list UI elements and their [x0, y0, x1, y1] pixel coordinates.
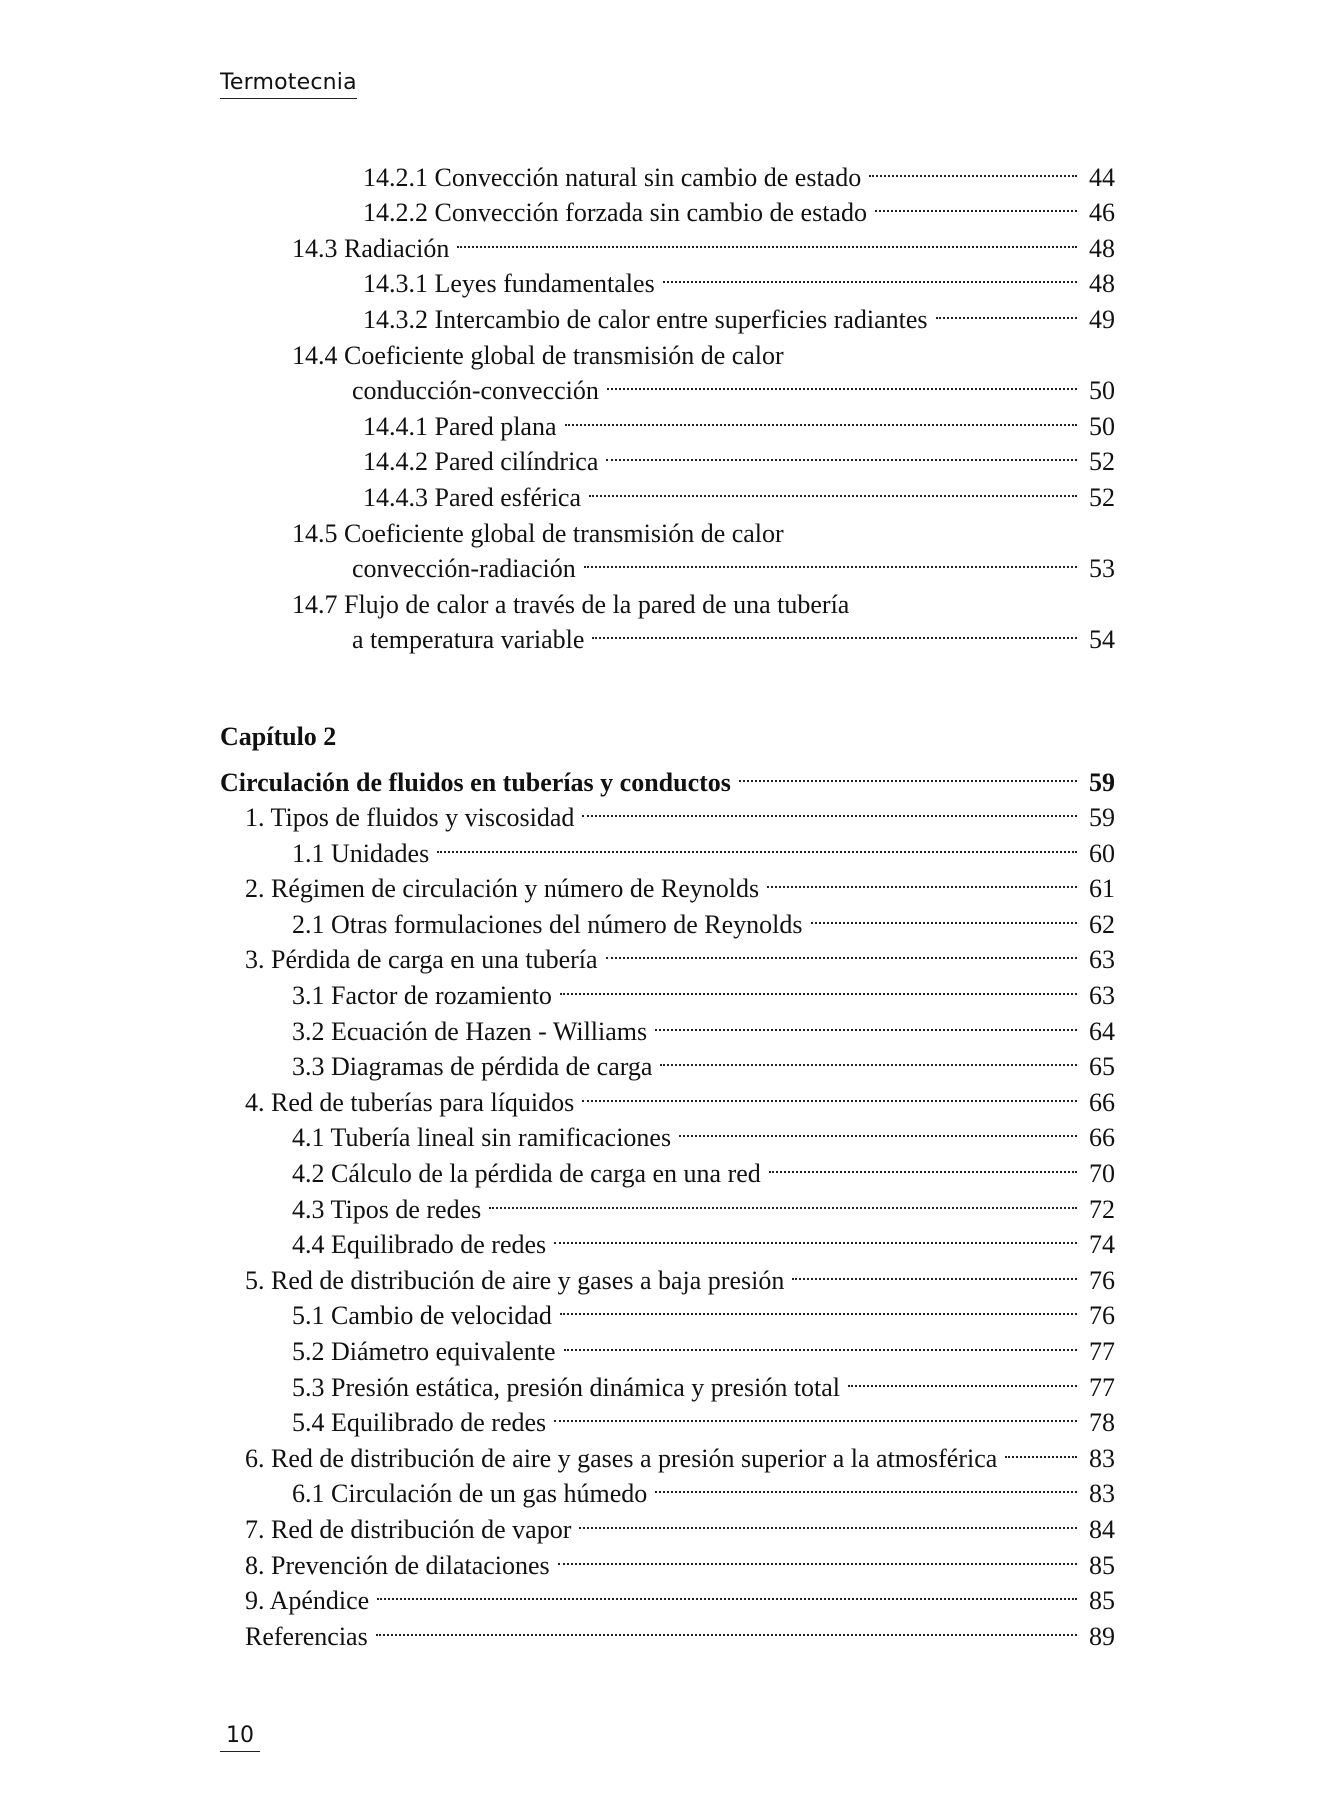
toc-entry-label: 3.3 Diagramas de pérdida de carga	[292, 1052, 653, 1082]
toc-entry-label: 4.4 Equilibrado de redes	[292, 1230, 547, 1260]
table-of-contents	[220, 150, 1115, 1651]
chapter-heading: Capítulo 2	[220, 722, 337, 752]
dot-leader	[660, 1040, 1077, 1076]
toc-entry-label: 14.4 Coeficiente global de transmisión de calor	[292, 340, 784, 370]
dot-leader	[792, 506, 1077, 542]
toc-entry-label: Referencias	[245, 1621, 368, 1651]
running-header-title: Termotecnia	[220, 70, 357, 99]
toc-entry-label: 14.3 Radiación	[292, 233, 450, 263]
toc-entry-page: 76	[1089, 1265, 1115, 1295]
toc-entry-page: 46	[1089, 198, 1115, 228]
toc-entry-label: 4. Red de tuberías para líquidos	[245, 1087, 575, 1117]
dot-leader	[592, 613, 1077, 649]
dot-leader	[582, 791, 1077, 827]
toc-entry-label: 14.2.2 Convección forzada sin cambio de estado	[363, 198, 867, 228]
dot-leader	[739, 755, 1077, 791]
toc-entry-page: 78	[1089, 1408, 1115, 1438]
toc-entry-page: 59	[1089, 803, 1115, 833]
toc-entry-label: 4.3 Tipos de redes	[292, 1194, 482, 1224]
toc-entry-page: 48	[1089, 269, 1115, 299]
toc-entry-label: 3.1 Factor de rozamiento	[292, 981, 552, 1011]
dot-leader	[875, 186, 1077, 222]
toc-entry-label: 4.1 Tubería lineal sin ramificaciones	[292, 1123, 672, 1153]
toc-entry-label: 9. Apéndice	[245, 1586, 370, 1616]
page-number: 10	[220, 1723, 260, 1752]
toc-entry-page: 60	[1089, 838, 1115, 868]
toc-entry-page: 83	[1089, 1443, 1115, 1473]
toc-entry-page: 54	[1089, 625, 1115, 655]
toc-entry-page: 77	[1089, 1372, 1115, 1402]
chapter-heading-row	[220, 719, 1115, 755]
dot-leader	[558, 1538, 1077, 1574]
dot-leader	[792, 1253, 1077, 1289]
toc-entry-label: 14.4.3 Pared esférica	[363, 482, 582, 512]
toc-entry-label: 1.1 Unidades	[292, 838, 430, 868]
dot-leader	[564, 1324, 1077, 1360]
toc-entry-label: convección-radiación	[352, 554, 576, 584]
dot-leader	[554, 1396, 1077, 1432]
dot-leader	[606, 933, 1077, 969]
toc-entry-label: 3. Pérdida de carga en una tubería	[245, 945, 598, 975]
dot-leader	[679, 1111, 1077, 1147]
toc-entry-page: 84	[1089, 1514, 1115, 1544]
toc-section-chapter-2	[220, 791, 1115, 1651]
toc-entry-page: 85	[1089, 1586, 1115, 1616]
dot-leader	[792, 328, 1077, 364]
toc-entry-label: 5.1 Cambio de velocidad	[292, 1301, 552, 1331]
toc-entry-page: 52	[1089, 482, 1115, 512]
toc-entry[interactable]	[220, 292, 1115, 334]
toc-entry-page: 89	[1089, 1621, 1115, 1651]
dot-leader	[579, 1502, 1077, 1538]
toc-entry-label: 14.4.2 Pared cilíndrica	[363, 447, 599, 477]
toc-entry-label: 5.3 Presión estática, presión dinámica y presión total	[292, 1372, 841, 1402]
toc-entry-label: 14.3.1 Leyes fundamentales	[363, 269, 655, 299]
toc-entry-page: 50	[1089, 376, 1115, 406]
dot-leader	[560, 968, 1077, 1004]
dot-leader	[655, 1467, 1077, 1503]
toc-section-continued	[220, 150, 1115, 655]
toc-entry-label: 2.1 Otras formulaciones del número de Reynolds	[292, 909, 803, 939]
toc-entry-page: 62	[1089, 909, 1115, 939]
dot-leader	[769, 1146, 1077, 1182]
dot-leader	[589, 470, 1077, 506]
toc-entry-label: conducción-convección	[352, 376, 599, 406]
toc-entry-label: 3.2 Ecuación de Hazen - Williams	[292, 1016, 648, 1046]
toc-entry-page: 44	[1089, 162, 1115, 192]
dot-leader	[848, 1360, 1077, 1396]
dot-leader	[584, 542, 1077, 578]
dot-leader	[663, 257, 1077, 293]
dot-leader	[857, 577, 1077, 613]
dot-leader	[582, 1075, 1077, 1111]
toc-entry-page: 65	[1089, 1052, 1115, 1082]
toc-entry[interactable]	[220, 470, 1115, 512]
toc-entry-page: 74	[1089, 1230, 1115, 1260]
toc-entry-page: 49	[1089, 304, 1115, 334]
chapter-title-row[interactable]	[220, 755, 1115, 797]
dot-leader	[457, 221, 1077, 257]
toc-entry-label: 5.4 Equilibrado de redes	[292, 1408, 547, 1438]
toc-entry-label: 7. Red de distribución de vapor	[245, 1514, 572, 1544]
toc-entry-page: 53	[1089, 554, 1115, 584]
dot-leader	[607, 364, 1077, 400]
dot-leader	[655, 1004, 1077, 1040]
dot-leader	[565, 399, 1077, 435]
toc-entry-label: 14.5 Coeficiente global de transmisión de calor	[292, 518, 784, 548]
toc-entry-label: 1. Tipos de fluidos y viscosidad	[245, 803, 575, 833]
toc-entry-page: 64	[1089, 1016, 1115, 1046]
toc-entry-page: 48	[1089, 233, 1115, 263]
dot-leader	[377, 1574, 1077, 1610]
toc-entry-page: 63	[1089, 945, 1115, 975]
toc-entry-page: 85	[1089, 1550, 1115, 1580]
toc-entry-page: 50	[1089, 411, 1115, 441]
dot-leader	[869, 150, 1077, 186]
dot-leader	[376, 1609, 1077, 1645]
toc-entry-label: 14.7 Flujo de calor a través de la pared de una tubería	[292, 589, 850, 619]
toc-entry[interactable]	[220, 150, 1115, 192]
dot-leader	[767, 862, 1077, 898]
dot-leader	[437, 826, 1077, 862]
toc-entry-page: 63	[1089, 981, 1115, 1011]
dot-leader	[936, 292, 1077, 328]
toc-entry-label: 2. Régimen de circulación y número de Reynolds	[245, 874, 760, 904]
dot-leader	[811, 897, 1078, 933]
toc-entry[interactable]	[220, 506, 1115, 548]
toc-entry-label: 14.4.1 Pared plana	[363, 411, 557, 441]
toc-entry-page: 76	[1089, 1301, 1115, 1331]
toc-entry-label: 14.3.2 Intercambio de calor entre superficies radiantes	[363, 304, 928, 334]
toc-entry[interactable]	[220, 435, 1115, 477]
dot-leader	[554, 1218, 1077, 1254]
toc-entry-label: 5.2 Diámetro equivalente	[292, 1337, 556, 1366]
chapter-title-page: 59	[1089, 767, 1115, 797]
toc-entry-label: 14.2.1 Convección natural sin cambio de estado	[363, 162, 862, 192]
toc-entry-label: 5. Red de distribución de aire y gases a baja presión	[245, 1265, 785, 1295]
toc-entry-label: 6.1 Circulación de un gas húmedo	[292, 1479, 648, 1509]
toc-entry-label: 8. Prevención de dilataciones	[245, 1550, 550, 1580]
section-gap	[220, 648, 1115, 719]
toc-entry-page: 66	[1089, 1087, 1115, 1117]
toc-entry-page: 66	[1089, 1123, 1115, 1153]
toc-entry-page: 72	[1089, 1194, 1115, 1224]
toc-entry-page: 77	[1089, 1337, 1115, 1366]
dot-leader	[1005, 1431, 1077, 1467]
toc-entry-page: 83	[1089, 1479, 1115, 1509]
dot-leader	[489, 1182, 1077, 1218]
toc-entry[interactable]	[220, 221, 1115, 263]
toc-entry-label: a temperatura variable	[352, 625, 585, 655]
dot-leader	[606, 435, 1077, 471]
toc-entry-page: 70	[1089, 1159, 1115, 1189]
chapter-title: Circulación de fluidos en tuberías y conductos	[220, 767, 731, 797]
dot-leader	[560, 1289, 1077, 1325]
toc-entry-page: 52	[1089, 447, 1115, 477]
toc-entry-label: 6. Red de distribución de aire y gases a presión superior a la atmosférica	[245, 1443, 998, 1473]
toc-entry-page: 61	[1089, 874, 1115, 904]
toc-entry-label: 4.2 Cálculo de la pérdida de carga en una red	[292, 1159, 761, 1189]
